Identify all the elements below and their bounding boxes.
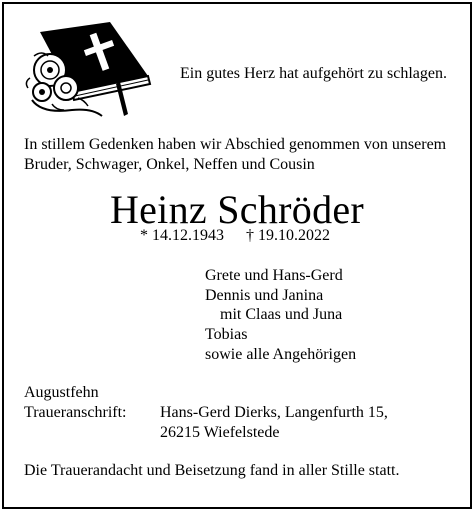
- address-line-2: 26215 Wiefelstede: [160, 424, 280, 441]
- address-label: Traueranschrift:: [24, 404, 127, 421]
- place: Augustfehn: [24, 384, 99, 401]
- mourner-line: sowie alle Angehörigen: [205, 346, 357, 363]
- intro-line-1: In stillem Gedenken haben wir Abschied genommen von unserem: [24, 136, 447, 153]
- deceased-name: Heinz Schröder: [109, 187, 365, 232]
- closing-note: Die Trauerandacht und Beisetzung fand in aller Stille statt.: [24, 462, 400, 479]
- death-date: † 19.10.2022: [246, 227, 330, 244]
- birth-date: * 14.12.1943: [140, 227, 224, 244]
- address-line-1: Hans-Gerd Dierks, Langenfurth 15,: [160, 404, 388, 421]
- mourner-line: Grete und Hans-Gerd: [205, 267, 343, 284]
- bible-with-flowers-icon: [22, 18, 156, 118]
- mourner-line: mit Claas und Juna: [220, 306, 343, 323]
- memorial-quote: Ein gutes Herz hat aufgehört zu schlagen.: [180, 65, 448, 82]
- intro-line-2: Bruder, Schwager, Onkel, Neffen und Cousin: [24, 156, 315, 173]
- mourner-line: Dennis und Janina: [205, 287, 324, 304]
- mourner-line: Tobias: [205, 326, 248, 343]
